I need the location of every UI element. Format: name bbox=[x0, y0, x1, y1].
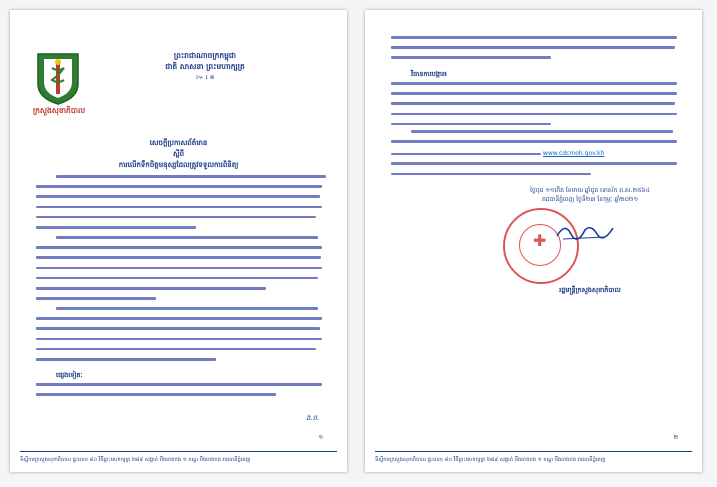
title-line-2: ស្តីពី bbox=[172, 150, 185, 158]
document-page-2 bbox=[365, 10, 702, 472]
kingdom-ornament: ៚ ៛ ៙ bbox=[195, 74, 215, 81]
ministry-logo-icon bbox=[30, 50, 86, 106]
prevention-lead: វិធានការបង្ការ៖ bbox=[411, 70, 447, 78]
date-line-1: ថ្ងៃពុធ ១១កើត ខែមាឃ ឆ្នាំជូត ទោស័ក ព.ស.២៥៦៤ bbox=[530, 187, 650, 194]
date-line-2: រាជធានីភ្នំពេញ ថ្ងៃទី២៣ ខែកុម្ភៈ ឆ្នាំ២០២១ bbox=[541, 196, 639, 203]
page-number-2: ២ bbox=[673, 434, 678, 441]
paragraph-prevention bbox=[391, 70, 677, 133]
signature-icon bbox=[555, 220, 615, 242]
kingdom-line-1: ព្រះរាជាណាចក្រកម្ពុជា bbox=[173, 51, 237, 60]
paragraph-4 bbox=[36, 371, 322, 403]
signing-date bbox=[525, 186, 655, 204]
kingdom-line-2: ជាតិ សាសនា ព្រះមហាក្សត្រ bbox=[165, 62, 245, 71]
kingdom-header bbox=[130, 50, 280, 83]
paragraph-contact bbox=[391, 130, 677, 183]
paragraph-1 bbox=[36, 175, 322, 236]
document-page-1 bbox=[10, 10, 347, 472]
paragraph-continued bbox=[391, 36, 677, 67]
initials-signature: ង.ច. bbox=[306, 414, 320, 422]
page-footer: ទីស្តីការក្រសួងសុខាភិបាល ផ្ទះលេខ ៨០ វិថីព្រះមហាក្សត្រ ២៨៩ សង្កាត់ បឹងកេងកង ១ ខណ្ឌ បឹងកេងកង រាជធានីភ្នំពេញ bbox=[20, 451, 337, 464]
paragraph-3 bbox=[36, 307, 322, 368]
page-footer-2: ទីស្តីការក្រសួងសុខាភិបាល ផ្ទះលេខ ៨០ វិថីព្រះមហាក្សត្រ ២៨៩ សង្កាត់ បឹងកេងកង ១ ខណ្ឌ បឹងកេងកង រាជធានីភ្នំពេញ bbox=[375, 451, 692, 464]
official-stamp-icon: ✚ bbox=[503, 208, 579, 284]
minister-title: រដ្ឋមន្ត្រីក្រសួងសុខាភិបាល bbox=[559, 286, 621, 294]
org-name: ក្រសួងសុខាភិបាល bbox=[32, 106, 86, 115]
page-number: ១ bbox=[318, 434, 323, 441]
section-lead: ផ្សេងទៀតៈ bbox=[56, 371, 83, 379]
title-line-3: ការលើកទឹកចិត្តមនុស្សដែលត្រូវទទួលការពិនិត្យ bbox=[118, 161, 239, 169]
title-line-1: សេចក្តីប្រកាសព័ត៌មាន bbox=[149, 139, 208, 147]
document-title bbox=[30, 138, 327, 171]
paragraph-2 bbox=[36, 236, 322, 307]
website-link[interactable]: www.cdcmoh.gov.kh bbox=[542, 150, 605, 158]
